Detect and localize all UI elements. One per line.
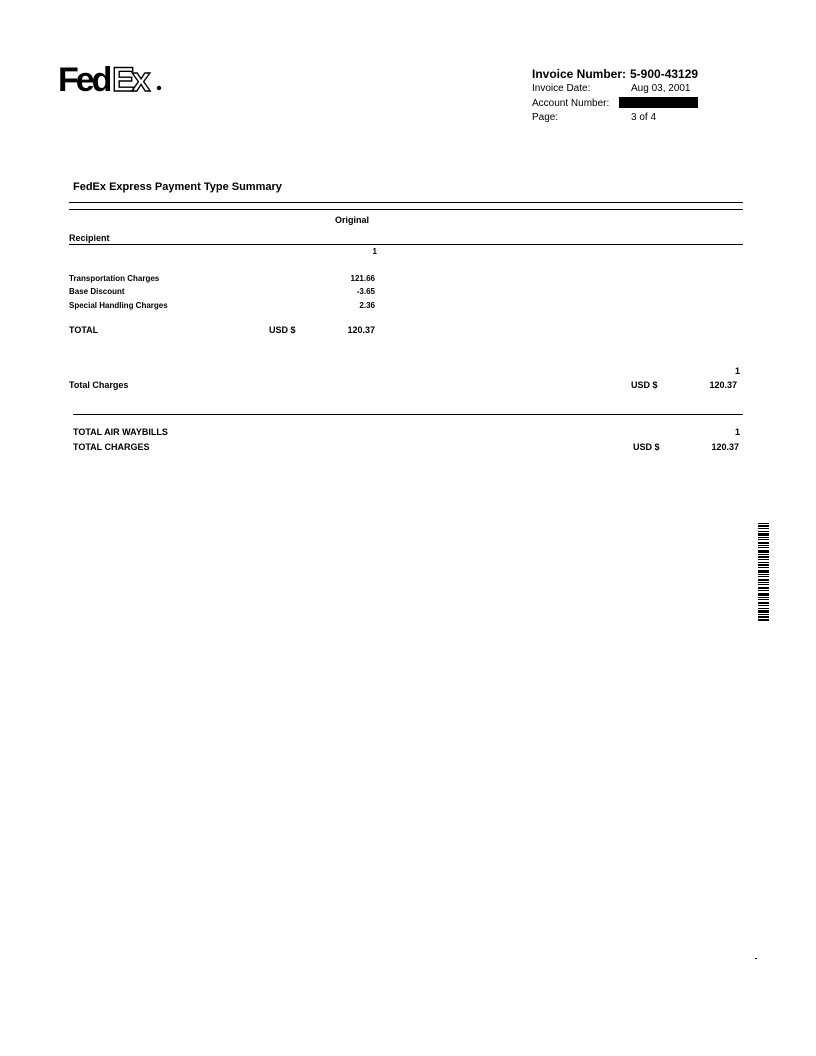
invoice-number-value: 5-900-43129 — [630, 67, 699, 81]
row-label-special-handling: Special Handling Charges — [69, 301, 168, 310]
page-value: 3 of 4 — [631, 112, 657, 123]
row-value-transportation: 121.66 — [350, 274, 375, 283]
total-label: TOTAL — [69, 325, 99, 335]
row-label-base-discount: Base Discount — [69, 287, 125, 296]
invoice-date-label: Invoice Date: — [532, 83, 591, 94]
divider — [73, 414, 743, 415]
divider — [69, 202, 743, 203]
divider — [69, 209, 743, 210]
total-charges-count: 1 — [734, 366, 740, 376]
row-value-base-discount: -3.65 — [356, 287, 375, 296]
invoice-number-label: Invoice Number: — [532, 67, 627, 81]
divider — [69, 244, 743, 245]
total-air-waybills-count: 1 — [734, 427, 740, 437]
total-air-waybills-label: TOTAL AIR WAYBILLS — [73, 427, 168, 437]
page-label: Page: — [532, 112, 559, 123]
total-charges-label: Total Charges — [69, 380, 129, 390]
page-mark — [755, 958, 757, 959]
account-number-label: Account Number: — [532, 98, 610, 109]
barcode — [758, 523, 769, 621]
total-charges-currency: USD $ — [631, 380, 658, 390]
account-number-redaction — [619, 97, 698, 108]
fedex-logo — [58, 58, 168, 98]
invoice-date-value: Aug 03, 2001 — [631, 83, 691, 94]
grand-total-value: 120.37 — [711, 442, 739, 452]
section-title: FedEx Express Payment Type Summary — [73, 181, 282, 193]
group-label-recipient: Recipient — [69, 233, 110, 243]
recipient-count: 1 — [372, 247, 377, 256]
total-currency: USD $ — [269, 325, 296, 335]
total-charges-value: 120.37 — [709, 380, 737, 390]
grand-total-charges-label: TOTAL CHARGES — [73, 442, 150, 452]
column-header-original: Original — [335, 215, 370, 225]
grand-total-currency: USD $ — [633, 442, 660, 452]
svg-text:Fed: Fed — [58, 61, 110, 98]
svg-text:Ex: Ex — [112, 61, 148, 98]
row-label-transportation: Transportation Charges — [69, 274, 160, 283]
total-value: 120.37 — [347, 325, 375, 335]
row-value-special-handling: 2.36 — [359, 301, 375, 310]
